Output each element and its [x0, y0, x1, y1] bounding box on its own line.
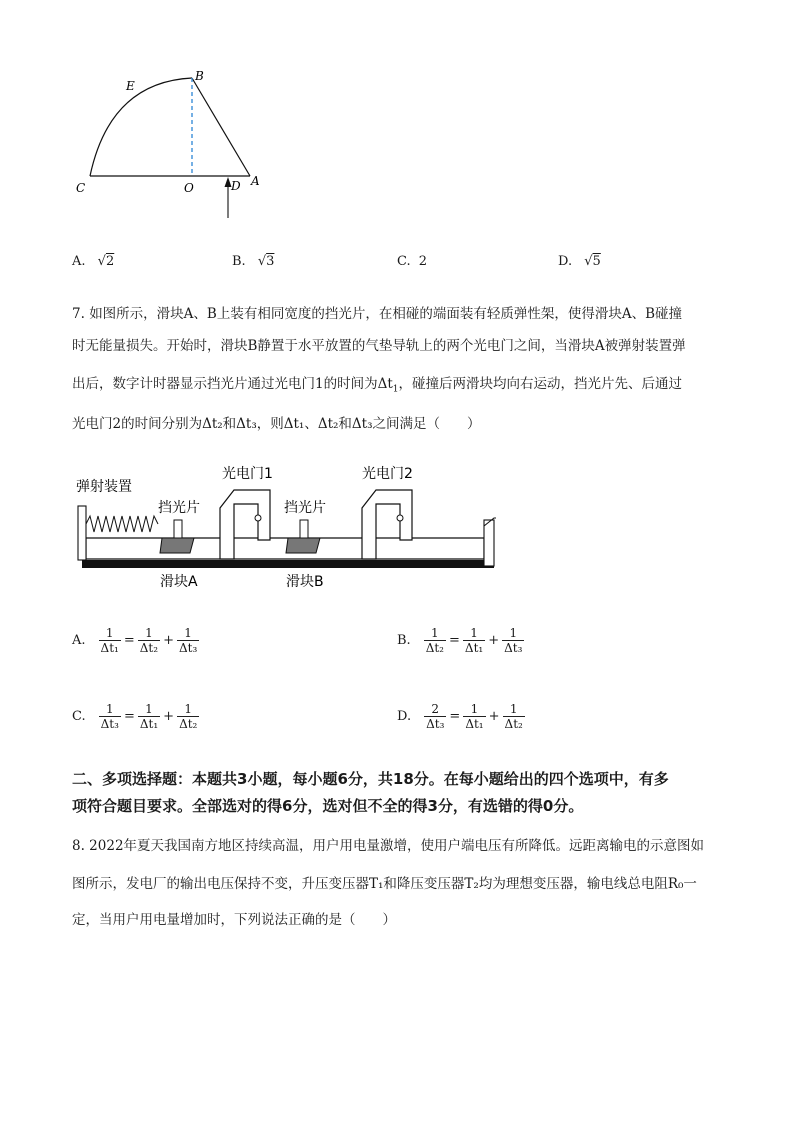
arc-CEB [90, 78, 192, 176]
frac-lhs: $\frac{1}{\text{Δt₁}}$ [100, 626, 119, 655]
q6-option-b[interactable] [232, 254, 274, 269]
end-stop [484, 520, 494, 566]
frac-lhs: $\frac{2}{\text{Δt₃}}$ [426, 702, 445, 731]
shade-a [174, 520, 182, 538]
frac-r2: $\frac{1}{\text{Δt₂}}$ [504, 702, 523, 731]
gate-2-sensor [397, 515, 403, 521]
q7-option-b[interactable]: B. $\frac{1}{\text{Δt₂}}$ = $\frac{1}{\text{Δt₁}}$ + $\frac{1}{\text{Δt₃}}$ [397, 626, 523, 655]
q7-option-a[interactable]: A. $\frac{1}{\text{Δt₁}}$ = $\frac{1}{\text{Δt₂}}$ + $\frac{1}{\text{Δt₃}}$ [72, 626, 198, 655]
q8-line-3: 定，当用户用电量增加时，下列说法正确的是（ ） [72, 912, 396, 928]
label-E: E [126, 79, 135, 93]
q7-number: 7. [72, 306, 85, 322]
shade-b [300, 520, 308, 538]
q8-line-1: 8. 2022年夏天我国南方地区持续高温，用户用电量激增，使用户端电压有所降低。远距离输电的示意图如 [72, 838, 705, 854]
q6-option-d-value: √5 [584, 254, 601, 269]
track-base [82, 560, 494, 568]
q6-option-c-value: 2 [418, 254, 428, 269]
frac-lhs: $\frac{1}{\text{Δt₃}}$ [100, 702, 119, 731]
label-gate-2: 光电门2 [362, 466, 413, 482]
segment-BA [192, 78, 250, 176]
frac-lhs: $\frac{1}{\text{Δt₂}}$ [425, 626, 444, 655]
frac-r1: $\frac{1}{\text{Δt₁}}$ [139, 702, 159, 731]
air-track-figure [72, 458, 502, 598]
frac-r2: $\frac{1}{\text{Δt₃}}$ [178, 626, 198, 655]
section-2-heading-line-1: 二、多项选择题：本题共3小题，每小题6分，共18分。在每小题给出的四个选项中，有多 [72, 770, 669, 788]
label-slider-b: 滑块B [286, 574, 324, 590]
label-D: D [231, 179, 241, 193]
q6-option-a-label: A. [72, 254, 86, 269]
q7-line1-text: 如图所示，滑块A、B上装有相同宽度的挡光片，在相碰的端面装有轻质弹性架，使得滑块A、B碰撞 [89, 306, 683, 322]
q7-option-c[interactable]: C. $\frac{1}{\text{Δt₃}}$ = $\frac{1}{\text{Δt₁}}$ + $\frac{1}{\text{Δt₂}}$ [72, 702, 198, 731]
q6-option-d-label: D. [558, 254, 573, 269]
track-body [86, 538, 484, 559]
label-O: O [184, 181, 194, 195]
q7-line-1 [72, 302, 682, 322]
q6-option-c[interactable] [397, 254, 427, 269]
q6-option-d[interactable] [558, 254, 601, 269]
q7-option-d[interactable]: D. $\frac{2}{\text{Δt₃}}$ = $\frac{1}{\text{Δt₁}}$ + $\frac{1}{\text{Δt₂}}$ [397, 702, 523, 731]
q6-option-b-label: B. [232, 254, 246, 269]
slider-b [286, 538, 320, 553]
frac-r2: $\frac{1}{\text{Δt₃}}$ [504, 626, 523, 655]
label-launcher: 弹射装置 [76, 479, 132, 495]
geometry-figure [70, 60, 270, 225]
q6-option-a[interactable] [72, 254, 114, 269]
frac-r1: $\frac{1}{\text{Δt₁}}$ [464, 626, 484, 655]
gate-1-sensor [255, 515, 261, 521]
label-shade-b: 挡光片 [284, 500, 326, 516]
slider-a [160, 538, 194, 553]
launcher-post [78, 506, 86, 560]
label-gate-1: 光电门1 [222, 466, 273, 482]
label-slider-a: 滑块A [160, 574, 198, 590]
label-A: A [251, 174, 260, 188]
q6-option-b-value: √3 [257, 254, 275, 269]
spring [86, 516, 158, 532]
frac-r1: $\frac{1}{\text{Δt₂}}$ [139, 626, 159, 655]
frac-r1: $\frac{1}{\text{Δt₁}}$ [465, 702, 484, 731]
label-B: B [195, 69, 204, 83]
section-2-heading-line-2: 项符合题目要求。全部选对的得6分，选对但不全的得3分，有选错的得0分。 [72, 797, 584, 815]
q7-line-4: 光电门2的时间分别为Δt₂和Δt₃，则Δt₁、Δt₂和Δt₃之间满足（ ） [72, 416, 481, 432]
q7-line-3: 出后，数字计时器显示挡光片通过光电门1的时间为$\Delta t_1$，碰撞后两滑块均向右运动，挡光片先、后通过 [72, 376, 682, 395]
q6-option-a-value: √2 [97, 254, 115, 269]
q7-line-2: 时无能量损失。开始时，滑块B静置于水平放置的气垫导轨上的两个光电门之间，当滑块A被弹射装置弹 [72, 338, 686, 354]
q6-option-c-label: C. [397, 254, 411, 269]
label-shade-a: 挡光片 [158, 500, 200, 516]
q8-line-2: 图所示，发电厂的输出电压保持不变，升压变压器T₁和降压变压器T₂均为理想变压器，输电线总电阻R₀一 [72, 876, 697, 892]
label-C: C [76, 181, 86, 195]
frac-r2: $\frac{1}{\text{Δt₂}}$ [179, 702, 198, 731]
